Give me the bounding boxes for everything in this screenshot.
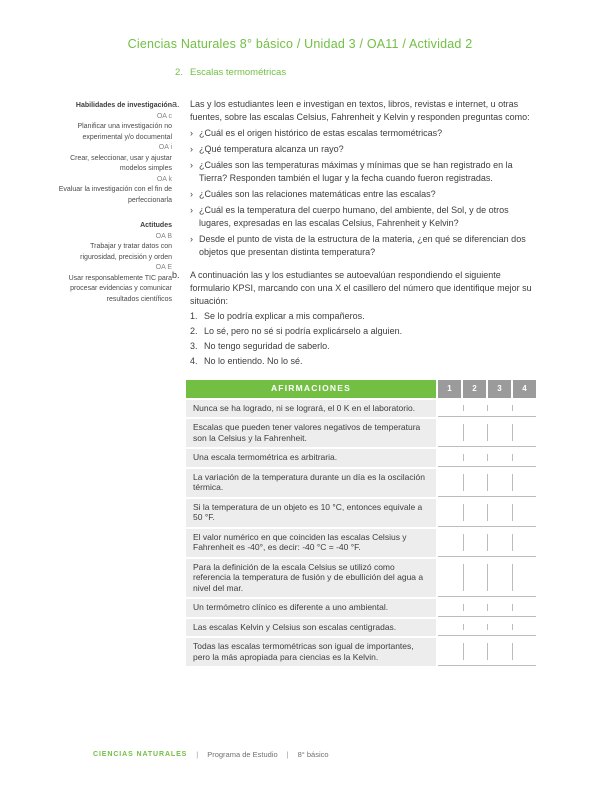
affirmation-text: La variación de la temperatura durante un día es la oscilación térmica.	[186, 469, 436, 497]
answer-cell-1	[438, 638, 463, 665]
kpsi-option	[190, 355, 540, 368]
attitude-oa-code: OA B	[155, 232, 172, 240]
answer-cells	[438, 559, 536, 598]
bullet-marker: ›	[190, 160, 193, 170]
answer-cells	[438, 499, 536, 527]
answer-cell-3	[487, 599, 512, 616]
answer-cell-2	[463, 499, 488, 526]
answer-cell-2	[463, 419, 488, 446]
answer-cell-4	[512, 400, 537, 417]
skill-text: Crear, seleccionar, usar y ajustar modelos simples	[70, 154, 172, 172]
main-content	[172, 98, 540, 668]
footer-separator: |	[286, 750, 289, 759]
kpsi-option	[190, 325, 540, 338]
affirmation-text: Las escalas Kelvin y Celsius son escalas centigradas.	[186, 619, 436, 637]
activity-item-a	[172, 98, 540, 259]
answer-cell-1	[438, 419, 463, 446]
footer-program: Programa de Estudio	[207, 750, 278, 759]
question-text: ¿Cuál es el origen histórico de estas escalas termométricas?	[199, 128, 443, 138]
table-row	[186, 599, 536, 617]
sidebar-attitudes-heading: Actitudes	[140, 222, 172, 229]
option-number: 4.	[190, 356, 198, 366]
question-text: ¿Cuál es la temperatura del cuerpo humano, del ambiente, del Sol, y de otros lugares, expresadas en las escalas Celsius, Fahrenheit y Kelvin?	[199, 205, 509, 228]
item-b-body	[190, 269, 540, 368]
sidebar-attitudes-list	[56, 232, 172, 306]
bullet-marker: ›	[190, 234, 193, 244]
bullet-marker: ›	[190, 189, 193, 199]
table-row	[186, 499, 536, 527]
answer-cells	[438, 619, 536, 637]
answer-cell-4	[512, 559, 537, 597]
affirmation-text: El valor numérico en que coinciden las escalas Celsius y Fahrenheit es -40°, es decir: -40 °C = -40 °F.	[186, 529, 436, 557]
footer-separator: |	[196, 750, 199, 759]
option-number: 1.	[190, 311, 198, 321]
answer-cell-3	[487, 419, 512, 446]
answer-cell-2	[463, 599, 488, 616]
table-row	[186, 529, 536, 557]
score-column-header-4: 4	[513, 380, 536, 398]
answer-cells	[438, 400, 536, 418]
answer-cell-4	[512, 419, 537, 446]
sidebar-objectives	[56, 101, 172, 305]
attitude-text: Usar responsablemente TIC para procesar evidencias y comunicar resultados científicos	[68, 274, 172, 303]
answer-cell-2	[463, 449, 488, 466]
affirmation-text: Una escala termométrica es arbitraria.	[186, 449, 436, 467]
item-a-intro: Las y los estudiantes leen e investigan en textos, libros, revistas e internet, u otras fuentes, sobre las escalas Celsius, Fahrenheit y Kelvin y responden preguntas como:	[190, 99, 530, 122]
affirmation-text: Si la temperatura de un objeto es 10 °C, entonces equivale a 50 °F.	[186, 499, 436, 527]
answer-cells	[438, 529, 536, 557]
footer-brand: CIENCIAS NATURALES	[93, 751, 188, 758]
answer-cell-4	[512, 599, 537, 616]
affirmation-text: Para la definición de la escala Celsius se utilizó como referencia la temperatura de fusión y de ebullición del agua a nivel del mar.	[186, 559, 436, 598]
score-column-header-3: 3	[488, 380, 511, 398]
skill-text: Planificar una investigación no experimental y/o documental	[77, 123, 172, 141]
answer-cells	[438, 469, 536, 497]
skill-text: Evaluar la investigación con el fin de perfeccionarla	[58, 186, 172, 204]
answer-cells	[438, 638, 536, 666]
answer-cell-2	[463, 619, 488, 636]
page-footer	[93, 750, 329, 759]
answer-cell-1	[438, 559, 463, 597]
question-text: Desde el punto de vista de la estructura de la materia, ¿en qué se diferencian dos objetos que presentan distinta temperatura?	[199, 234, 526, 257]
answer-cell-1	[438, 599, 463, 616]
item-b-label: b.	[172, 270, 180, 280]
kpsi-option	[190, 310, 540, 323]
answer-cell-4	[512, 638, 537, 665]
answer-cells	[438, 449, 536, 467]
question-item	[190, 188, 540, 201]
answer-cell-1	[438, 469, 463, 496]
answer-cell-2	[463, 559, 488, 597]
answer-cell-3	[487, 400, 512, 417]
answer-cell-1	[438, 449, 463, 466]
answer-cell-2	[463, 469, 488, 496]
question-text: ¿Cuáles son las relaciones matemáticas entre las escalas?	[199, 189, 436, 199]
answer-cell-4	[512, 619, 537, 636]
answer-cells	[438, 599, 536, 617]
kpsi-option-list	[190, 310, 540, 368]
table-row	[186, 419, 536, 447]
section-heading	[175, 67, 286, 78]
answer-cell-2	[463, 529, 488, 556]
answer-cell-1	[438, 619, 463, 636]
table-row	[186, 400, 536, 418]
answer-cell-3	[487, 469, 512, 496]
question-item	[190, 127, 540, 140]
affirmation-text: Todas las escalas termométricas son igual de importantes, pero la más apropiada para ciencias es la Kelvin.	[186, 638, 436, 666]
answer-cell-1	[438, 499, 463, 526]
option-text: No tengo seguridad de saberlo.	[204, 341, 330, 351]
skill-oa-code: OA c	[156, 112, 172, 120]
page-title: Ciencias Naturales 8° básico / Unidad 3 / OA11 / Actividad 2	[127, 37, 473, 51]
affirmation-text: Un termómetro clínico es diferente a uno ambiental.	[186, 599, 436, 617]
table-row	[186, 559, 536, 598]
answer-cell-1	[438, 400, 463, 417]
question-text: ¿Qué temperatura alcanza un rayo?	[199, 144, 344, 154]
answer-cell-1	[438, 529, 463, 556]
kpsi-table-body	[186, 400, 536, 667]
kpsi-table-header-row	[186, 380, 536, 398]
question-item	[190, 204, 540, 230]
answer-cell-3	[487, 638, 512, 665]
sidebar-skills-heading: Habilidades de investigación	[75, 102, 172, 109]
bullet-marker: ›	[190, 144, 193, 154]
bullet-marker: ›	[190, 128, 193, 138]
section-title: Escalas termométricas	[190, 67, 287, 78]
answer-cell-2	[463, 400, 488, 417]
question-text: ¿Cuáles son las temperaturas máximas y mínimas que se han registrado en la Tierra? Responden también el lugar y la fecha cuando fueron registradas.	[199, 160, 513, 183]
answer-cell-3	[487, 559, 512, 597]
option-number: 2.	[190, 326, 198, 336]
table-row	[186, 469, 536, 497]
section-number: 2.	[175, 67, 183, 78]
item-a-body	[190, 98, 540, 259]
kpsi-option	[190, 340, 540, 353]
footer-grade: 8° básico	[297, 750, 329, 759]
kpsi-table	[186, 380, 536, 666]
item-a-label: a.	[172, 99, 180, 109]
skill-oa-code: OA k	[156, 175, 172, 183]
affirmation-text: Nunca se ha logrado, ni se logrará, el 0 K en el laboratorio.	[186, 400, 436, 418]
answer-cell-3	[487, 619, 512, 636]
answer-cell-4	[512, 469, 537, 496]
answer-cell-4	[512, 499, 537, 526]
skill-oa-code: OA i	[158, 144, 172, 151]
question-item	[190, 143, 540, 156]
question-list	[190, 127, 540, 259]
option-text: No lo entiendo. No lo sé.	[204, 356, 303, 366]
answer-cell-4	[512, 529, 537, 556]
question-item	[190, 233, 540, 259]
affirmation-text: Escalas que pueden tener valores negativos de temperatura son la Celsius y la Fahrenheit.	[186, 419, 436, 447]
score-column-header-2: 2	[463, 380, 486, 398]
answer-cell-3	[487, 529, 512, 556]
answer-cells	[438, 419, 536, 447]
attitude-text: Trabajar y tratar datos con rigurosidad, precisión y orden	[80, 243, 172, 261]
option-text: Se lo podría explicar a mis compañeros.	[204, 311, 365, 321]
table-row	[186, 619, 536, 637]
answer-cell-4	[512, 449, 537, 466]
table-row	[186, 638, 536, 666]
item-b-intro: A continuación las y los estudiantes se autoevalúan respondiendo el siguiente formulario KPSI, marcando con una X el casillero del número que identifique mejor su situación:	[190, 270, 532, 306]
option-text: Lo sé, pero no sé si podría explicárselo a alguien.	[204, 326, 403, 336]
answer-cell-3	[487, 449, 512, 466]
kpsi-score-columns	[436, 380, 536, 398]
answer-cell-3	[487, 499, 512, 526]
question-item	[190, 159, 540, 185]
score-column-header-1: 1	[438, 380, 461, 398]
option-number: 3.	[190, 341, 198, 351]
answer-cell-2	[463, 638, 488, 665]
bullet-marker: ›	[190, 205, 193, 215]
sidebar-skills-list	[56, 112, 172, 207]
attitude-oa-code: OA E	[155, 264, 172, 271]
activity-item-b	[172, 269, 540, 368]
table-row	[186, 449, 536, 467]
affirmations-header: AFIRMACIONES	[186, 380, 436, 398]
